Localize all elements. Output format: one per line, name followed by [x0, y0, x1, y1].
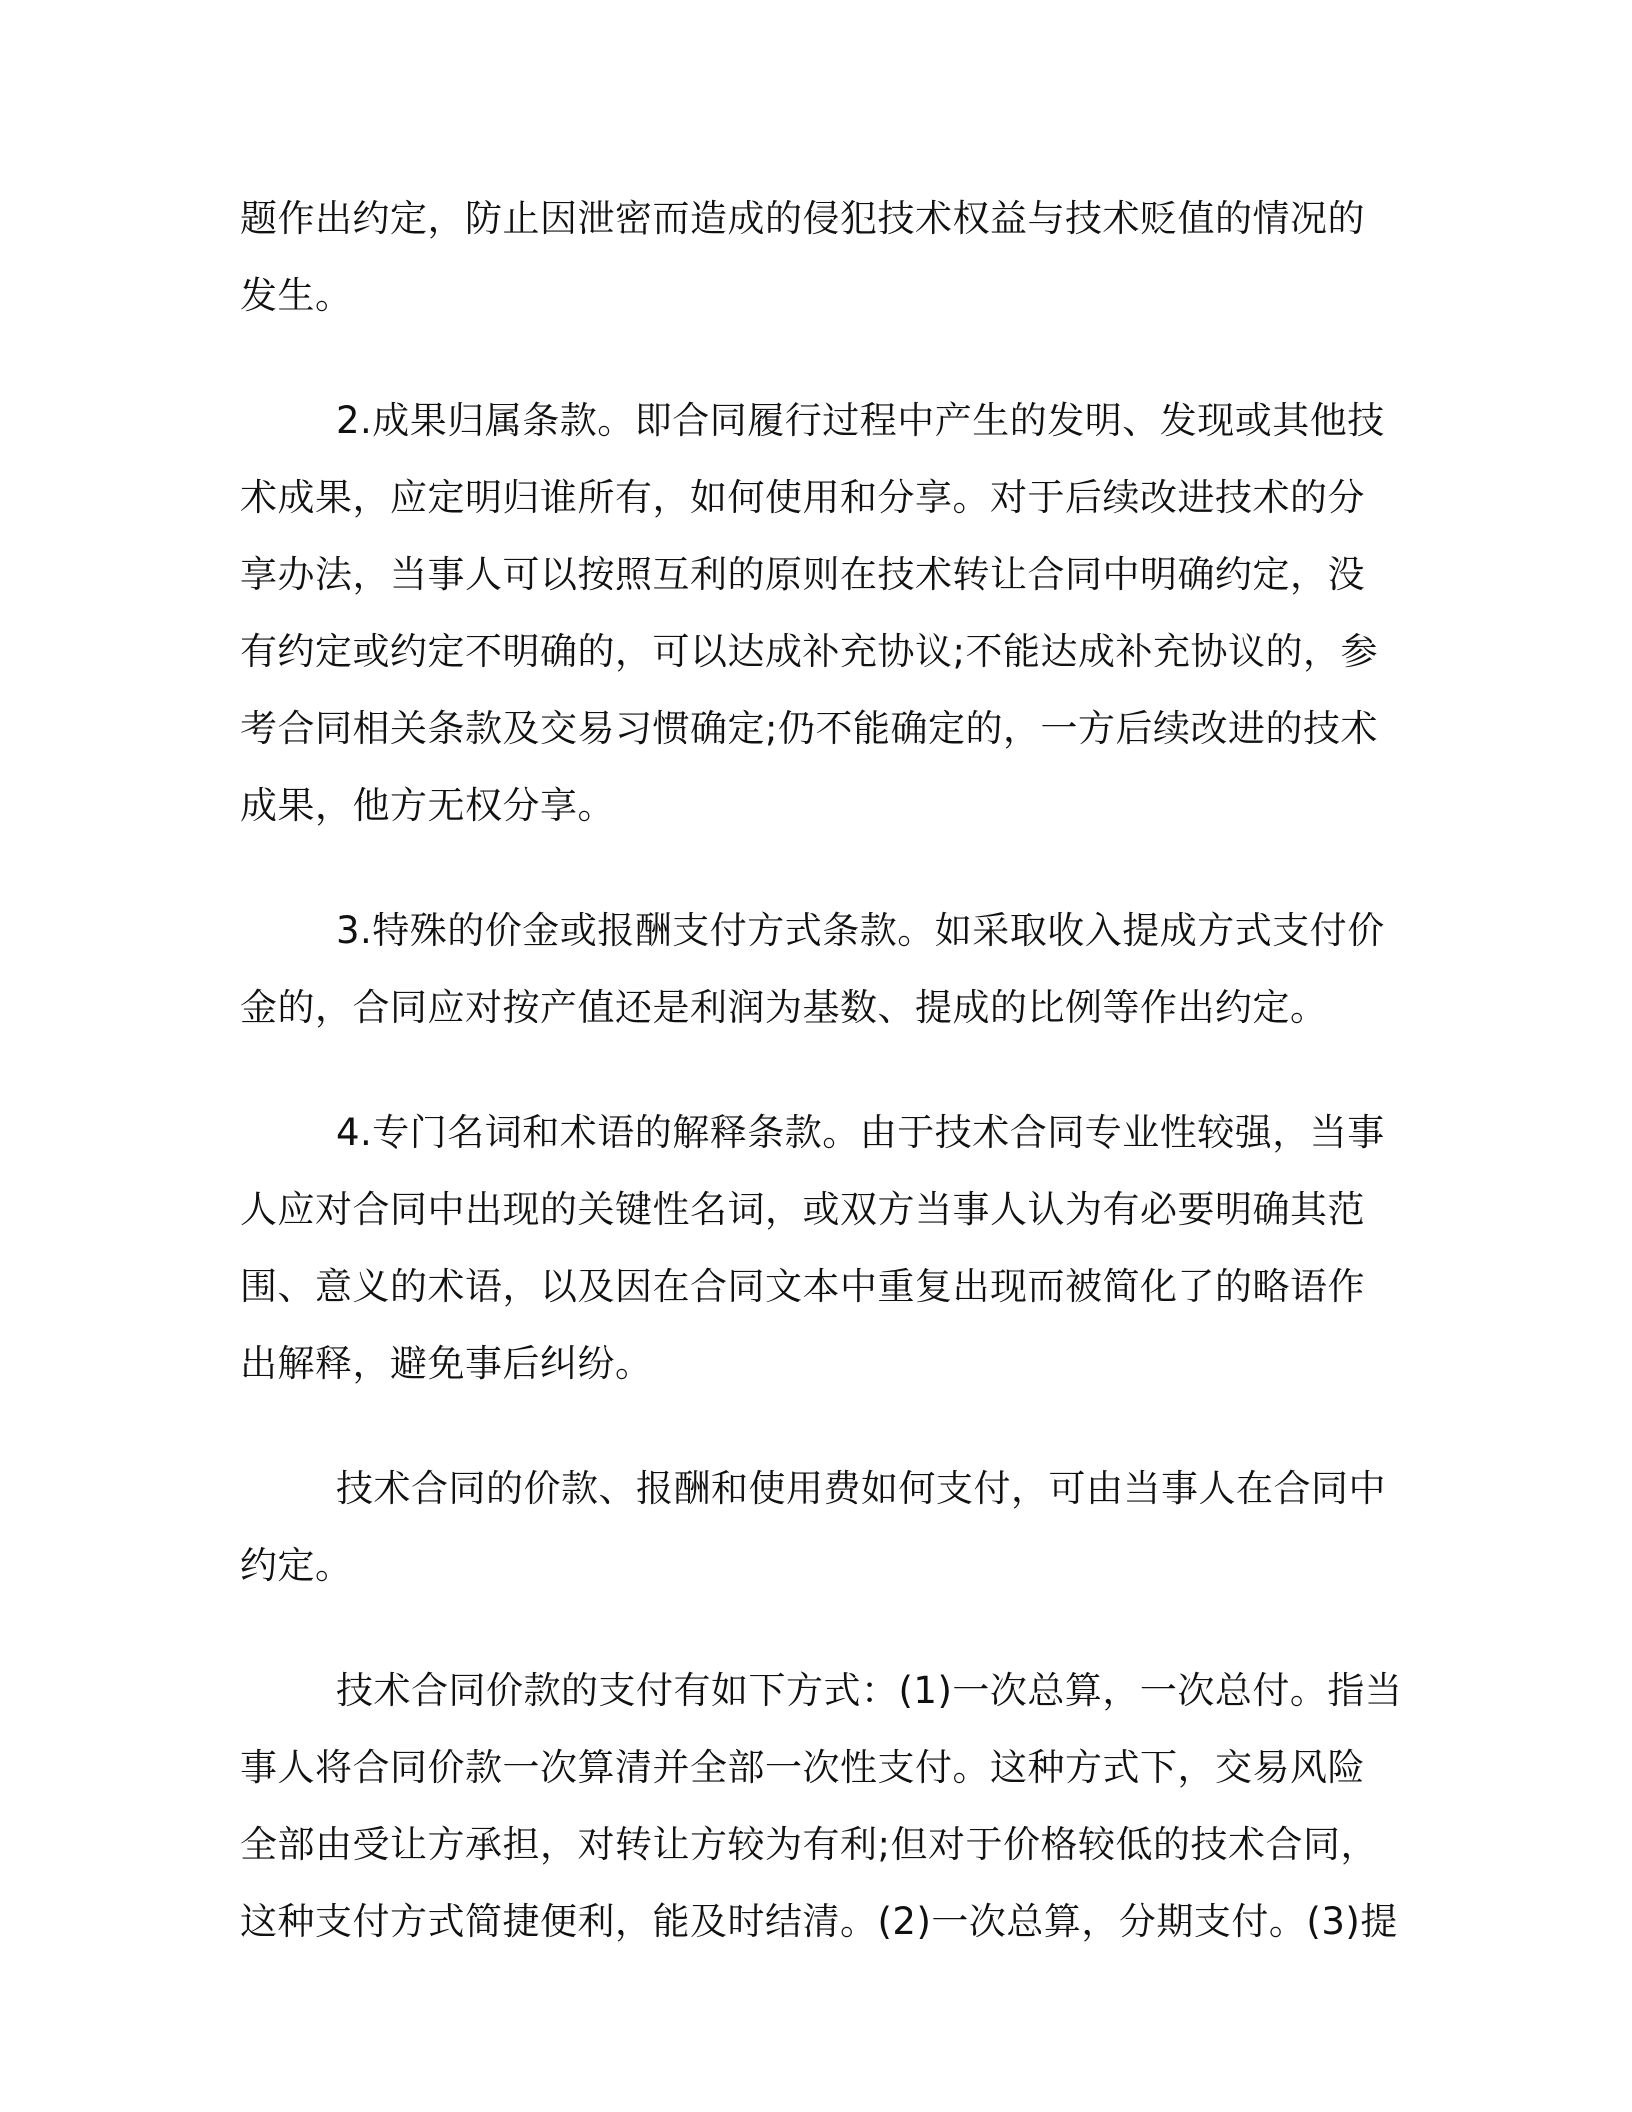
text-line: 技术合同的价款、报酬和使用费如何支付，可由当事人在合同中 — [336, 1467, 1386, 1510]
text-line: 出解释，避免事后纠纷。 — [240, 1342, 653, 1385]
paragraph — [240, 1094, 1395, 1402]
paragraph — [240, 180, 1395, 334]
text-line: 4.专门名词和术语的解释条款。由于技术合同专业性较强，当事 — [336, 1111, 1385, 1154]
text-line: 技术合同价款的支付有如下方式：(1)一次总算，一次总付。指当 — [336, 1669, 1403, 1712]
document-body — [240, 180, 1403, 1960]
text-line: 有约定或约定不明确的，可以达成补充协议;不能达成补充协议的，参 — [240, 630, 1378, 673]
paragraph-spacer — [240, 1046, 1395, 1094]
text-line: 成果，他方无权分享。 — [240, 784, 615, 827]
text-line: 围、意义的术语，以及因在合同文本中重复出现而被简化了的略语作 — [240, 1265, 1365, 1308]
paragraph — [240, 1652, 1403, 1960]
text-line: 人应对合同中出现的关键性名词，或双方当事人认为有必要明确其范 — [240, 1188, 1365, 1231]
paragraph — [240, 382, 1395, 844]
text-line: 这种支付方式简捷便利，能及时结清。(2)一次总算，分期支付。(3)提 — [240, 1900, 1398, 1943]
text-line: 发生。 — [240, 274, 353, 317]
paragraph-spacer — [240, 844, 1395, 892]
paragraph-spacer — [240, 1402, 1395, 1450]
paragraph — [240, 892, 1395, 1046]
text-line: 考合同相关条款及交易习惯确定;仍不能确定的，一方后续改进的技术 — [240, 707, 1378, 750]
paragraph-spacer — [240, 334, 1395, 382]
text-line: 事人将合同价款一次算清并全部一次性支付。这种方式下，交易风险 — [240, 1746, 1365, 1789]
paragraph — [240, 1450, 1395, 1604]
text-line: 3.特殊的价金或报酬支付方式条款。如采取收入提成方式支付价 — [336, 909, 1385, 952]
text-line: 全部由受让方承担，对转让方较为有利;但对于价格较低的技术合同， — [240, 1823, 1378, 1866]
text-line: 2.成果归属条款。即合同履行过程中产生的发明、发现或其他技 — [336, 399, 1385, 442]
text-line: 享办法，当事人可以按照互利的原则在技术转让合同中明确约定，没 — [240, 553, 1365, 596]
paragraph-spacer — [240, 1604, 1395, 1652]
text-line: 金的，合同应对按产值还是利润为基数、提成的比例等作出约定。 — [240, 986, 1328, 1029]
text-line: 题作出约定，防止因泄密而造成的侵犯技术权益与技术贬值的情况的 — [240, 197, 1365, 240]
text-line: 术成果，应定明归谁所有，如何使用和分享。对于后续改进技术的分 — [240, 476, 1365, 519]
text-line: 约定。 — [240, 1544, 353, 1587]
